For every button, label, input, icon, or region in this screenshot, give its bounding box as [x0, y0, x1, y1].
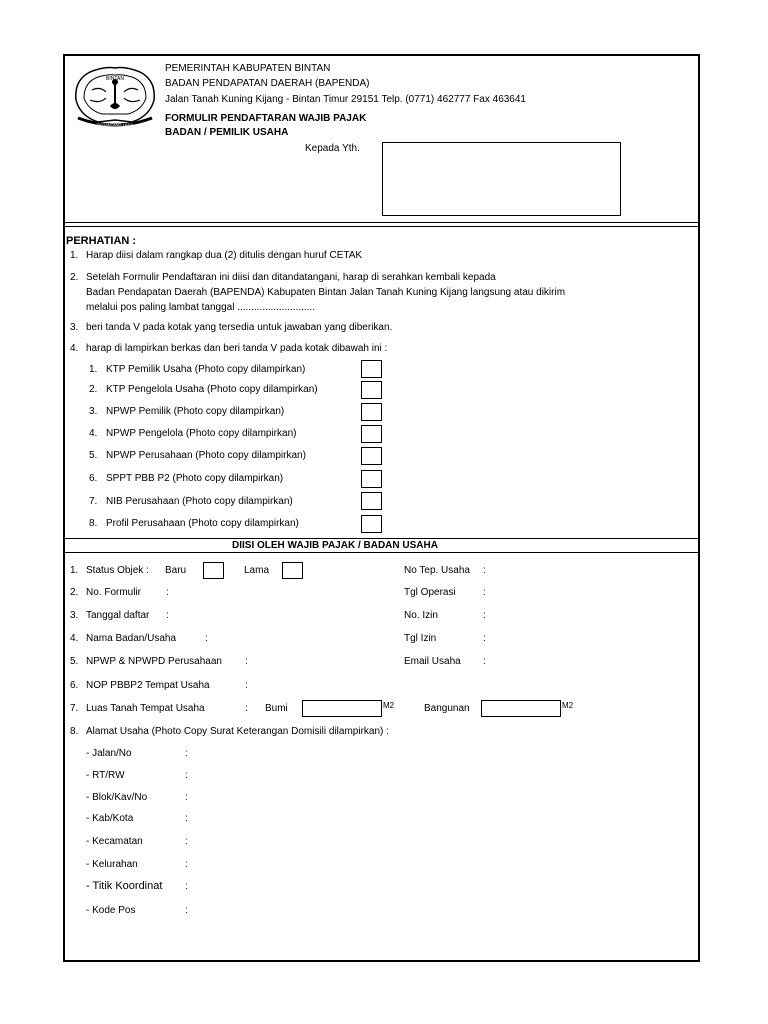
- field-num: 6.: [70, 680, 79, 691]
- field-num: 8.: [70, 726, 79, 737]
- no-izin-label: No. Izin: [404, 610, 438, 621]
- jalan-label: - Jalan/No: [86, 748, 132, 759]
- checklist-num: 3.: [89, 406, 98, 417]
- section-title: DIISI OLEH WAJIB PAJAK / BADAN USAHA: [232, 540, 438, 551]
- kecamatan-label: - Kecamatan: [86, 836, 143, 847]
- luas-tanah-label: Luas Tanah Tempat Usaha: [86, 703, 205, 714]
- field-colon: :: [185, 813, 188, 824]
- field-colon: :: [185, 881, 188, 892]
- titik-koordinat-label: - Titik Koordinat: [86, 880, 163, 892]
- field-colon: :: [483, 656, 486, 667]
- field-colon: :: [166, 587, 169, 598]
- form-title-1: FORMULIR PENDAFTARAN WAJIB PAJAK: [165, 113, 367, 124]
- field-colon: :: [185, 770, 188, 781]
- field-num: 5.: [70, 656, 79, 667]
- checklist-checkbox[interactable]: [361, 515, 382, 533]
- checklist-checkbox[interactable]: [361, 492, 382, 510]
- field-colon: :: [185, 748, 188, 759]
- checklist-checkbox[interactable]: [361, 381, 382, 399]
- rt-rw-label: - RT/RW: [86, 770, 125, 781]
- field-num: 3.: [70, 610, 79, 621]
- kepada-box[interactable]: [382, 142, 621, 216]
- checklist-label: Profil Perusahaan (Photo copy dilampirkan): [106, 518, 299, 529]
- divider-section: [63, 552, 700, 553]
- checklist-label: NIB Perusahaan (Photo copy dilampirkan): [106, 496, 293, 507]
- divider-header-2: [63, 226, 700, 227]
- field-colon: :: [483, 565, 486, 576]
- kepada-label: Kepada Yth.: [305, 143, 360, 154]
- baru-label: Baru: [165, 565, 187, 576]
- header-line-2: BADAN PENDAPATAN DAERAH (BAPENDA): [165, 78, 370, 89]
- checklist-label: NPWP Pemilik (Photo copy dilampirkan): [106, 406, 285, 417]
- header-line-1: PEMERINTAH KABUPATEN BINTAN: [165, 63, 331, 74]
- checklist-checkbox[interactable]: [361, 360, 382, 378]
- checklist-label: SPPT PBB P2 (Photo copy dilampirkan): [106, 473, 284, 484]
- checklist-num: 2.: [89, 384, 98, 395]
- field-num: 1.: [70, 565, 79, 576]
- checklist-num: 4.: [89, 428, 98, 439]
- bumi-input[interactable]: [302, 700, 382, 717]
- perhatian-text-2c: melalui pos paling lambat tanggal ............................: [86, 302, 315, 313]
- field-colon: :: [483, 587, 486, 598]
- field-num: 2.: [70, 587, 79, 598]
- field-colon: :: [166, 610, 169, 621]
- lama-label: Lama: [244, 565, 270, 576]
- perhatian-text-4: harap di lampirkan berkas dan beri tanda V pada kotak dibawah ini :: [86, 343, 388, 354]
- checklist-num: 5.: [89, 450, 98, 461]
- field-colon: :: [483, 610, 486, 621]
- field-colon: :: [205, 633, 208, 644]
- blok-label: - Blok/Kav/No: [86, 792, 148, 803]
- field-colon: :: [245, 680, 248, 691]
- bangunan-input[interactable]: [481, 700, 561, 717]
- checklist-label: NPWP Perusahaan (Photo copy dilampirkan): [106, 450, 306, 461]
- field-num: 7.: [70, 703, 79, 714]
- kelurahan-label: - Kelurahan: [86, 859, 138, 870]
- tgl-izin-label: Tgl Izin: [404, 633, 437, 644]
- status-objek-label: Status Objek :: [86, 565, 149, 576]
- npwp-label: NPWP & NPWPD Perusahaan: [86, 656, 222, 667]
- divider-header: [63, 222, 700, 223]
- checklist-checkbox[interactable]: [361, 447, 382, 465]
- checklist-checkbox[interactable]: [361, 470, 382, 488]
- tgl-operasi-label: Tgl Operasi: [404, 587, 456, 598]
- checklist-label: KTP Pengelola Usaha (Photo copy dilampirkan): [106, 384, 318, 395]
- field-colon: :: [185, 792, 188, 803]
- bangunan-unit: M2: [562, 701, 574, 710]
- perhatian-num-3: 3.: [70, 322, 79, 333]
- nama-badan-label: Nama Badan/Usaha: [86, 633, 177, 644]
- bangunan-label: Bangunan: [424, 703, 470, 714]
- checklist-num: 1.: [89, 364, 98, 375]
- perhatian-num-1: 1.: [70, 250, 79, 261]
- field-colon: :: [245, 656, 248, 667]
- field-colon: :: [185, 859, 188, 870]
- perhatian-num-2: 2.: [70, 272, 79, 283]
- header-line-3: Jalan Tanah Kuning Kijang - Bintan Timur 29151 Telp. (0771) 462777 Fax 463641: [165, 94, 526, 105]
- perhatian-title: PERHATIAN :: [66, 235, 137, 247]
- checklist-num: 8.: [89, 518, 98, 529]
- bumi-unit: M2: [383, 701, 395, 710]
- checklist-label: NPWP Pengelola (Photo copy dilampirkan): [106, 428, 297, 439]
- field-colon: :: [185, 836, 188, 847]
- logo-text-bottom: SEGANTANG LADA: [96, 122, 134, 127]
- kode-pos-label: - Kode Pos: [86, 905, 136, 916]
- field-colon: :: [483, 633, 486, 644]
- baru-checkbox[interactable]: [203, 562, 224, 579]
- tanggal-daftar-label: Tanggal daftar: [86, 610, 150, 621]
- perhatian-text-2: Setelah Formulir Pendaftaran ini diisi dan ditandatangani, harap di serahkan kembali kepada: [86, 272, 496, 283]
- alamat-usaha-label: Alamat Usaha (Photo Copy Surat Keterangan Domisili dilampirkan) :: [86, 726, 389, 737]
- field-colon: :: [185, 905, 188, 916]
- field-num: 4.: [70, 633, 79, 644]
- checklist-num: 6.: [89, 473, 98, 484]
- perhatian-num-4: 4.: [70, 343, 79, 354]
- nop-label: NOP PBBP2 Tempat Usaha: [86, 680, 210, 691]
- no-formulir-label: No. Formulir: [86, 587, 142, 598]
- checklist-checkbox[interactable]: [361, 425, 382, 443]
- perhatian-text-2b: Badan Pendapatan Daerah (BAPENDA) Kabupaten Bintan Jalan Tanah Kuning Kijang langsung atau dikirim: [86, 287, 566, 298]
- checklist-checkbox[interactable]: [361, 403, 382, 421]
- email-usaha-label: Email Usaha: [404, 656, 461, 667]
- lama-checkbox[interactable]: [282, 562, 303, 579]
- kab-kota-label: - Kab/Kota: [86, 813, 134, 824]
- no-tep-usaha-label: No Tep. Usaha: [404, 565, 470, 576]
- form-title-2: BADAN / PEMILIK USAHA: [165, 127, 289, 138]
- perhatian-text-1: Harap diisi dalam rangkap dua (2) ditulis dengan huruf CETAK: [86, 250, 363, 261]
- bintan-logo: [70, 60, 160, 132]
- checklist-num: 7.: [89, 496, 98, 507]
- field-colon: :: [245, 703, 248, 714]
- checklist-label: KTP Pemilik Usaha (Photo copy dilampirkan): [106, 364, 306, 375]
- perhatian-text-3: beri tanda V pada kotak yang tersedia untuk jawaban yang diberikan.: [86, 322, 393, 333]
- bumi-label: Bumi: [265, 703, 288, 714]
- divider-perhatian: [63, 538, 700, 539]
- logo-text-top: BINTAN: [106, 76, 124, 82]
